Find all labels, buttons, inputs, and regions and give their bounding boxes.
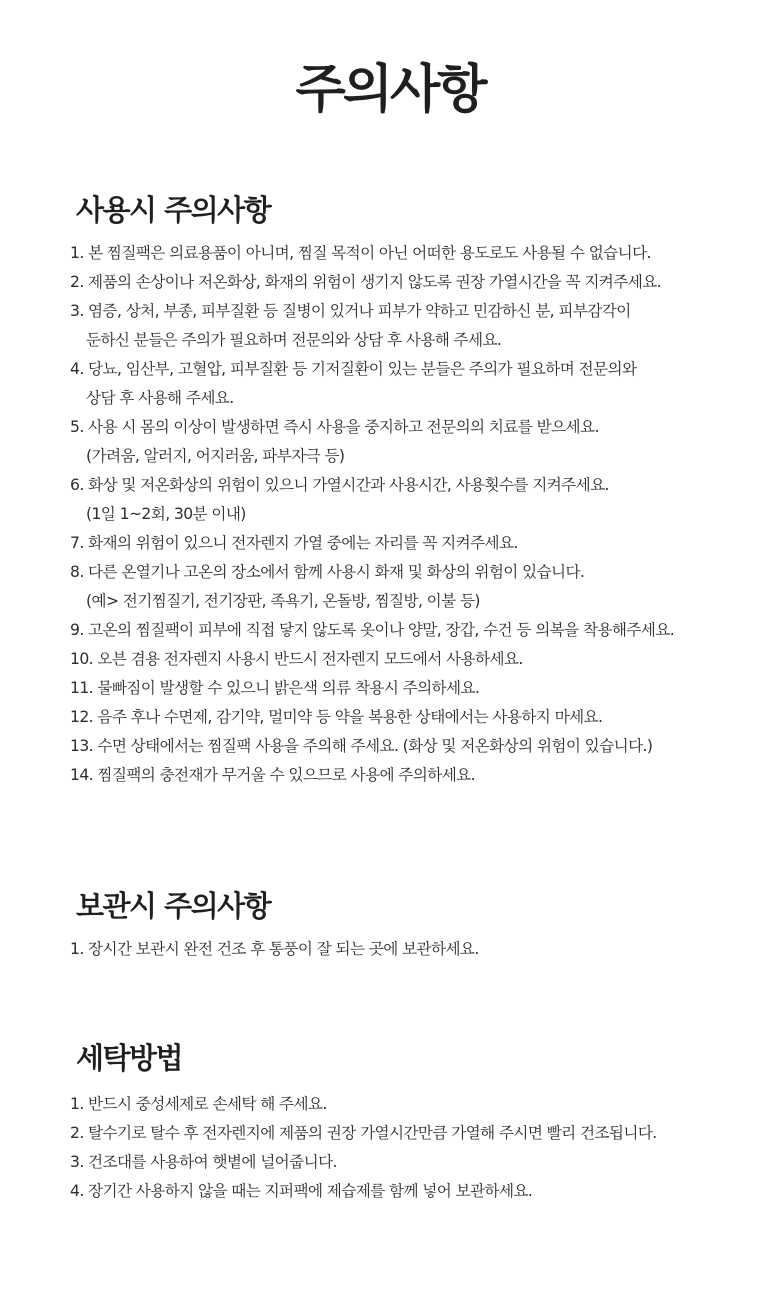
item-text: 제품의 손상이나 저온화상, 화재의 위험이 생기지 않도록 권장 가열시간을 꼭 지켜주세요. [88, 273, 662, 291]
list-item [70, 558, 750, 616]
storage-cautions-list [70, 935, 750, 964]
item-text: 건조대를 사용하여 햇볕에 널어줍니다. [88, 1153, 337, 1171]
item-number: 12. [70, 708, 93, 726]
list-item [70, 1148, 750, 1177]
item-text: 수면 상태에서는 찜질팩 사용을 주의해 주세요. (화상 및 저온화상의 위험이 있습니다.) [97, 737, 653, 755]
list-item [70, 239, 750, 268]
item-number: 1. [70, 940, 84, 958]
item-text: 다른 온열기나 고온의 장소에서 함께 사용시 화재 및 화상의 위험이 있습니다. [88, 563, 585, 581]
item-number: 14. [70, 766, 93, 784]
item-text: 장시간 보관시 완전 건조 후 통풍이 잘 되는 곳에 보관하세요. [88, 940, 479, 958]
item-number: 10. [70, 650, 93, 668]
washing-method-title: 세탁방법 [76, 1041, 183, 1075]
list-item [70, 529, 750, 558]
item-text-continued: (1일 1~2회, 30분 이내) [86, 505, 246, 523]
page-title: 주의사항 [295, 60, 485, 120]
item-text: 화재의 위험이 있으니 전자렌지 가열 중에는 자리를 꼭 지켜주세요. [88, 534, 518, 552]
list-item [70, 1177, 750, 1206]
item-number: 2. [70, 1124, 84, 1142]
storage-cautions-section [70, 886, 750, 964]
list-item [70, 616, 750, 645]
item-text: 고온의 찜질팩이 피부에 직접 닿지 않도록 옷이나 양말, 장갑, 수건 등 의복을 착용해주세요. [88, 621, 675, 639]
item-text: 음주 후나 수면제, 감기약, 멀미약 등 약을 복용한 상태에서는 사용하지 마세요. [97, 708, 603, 726]
item-number: 1. [70, 244, 84, 262]
item-number: 4. [70, 360, 84, 378]
item-text-continued: 둔하신 분들은 주의가 필요하며 전문의와 상담 후 사용해 주세요. [86, 331, 502, 349]
item-number: 8. [70, 563, 84, 581]
item-number: 3. [70, 302, 84, 320]
list-item [70, 674, 750, 703]
item-text-continued: 상담 후 사용해 주세요. [86, 389, 234, 407]
storage-cautions-title: 보관시 주의사항 [76, 889, 271, 923]
item-number: 6. [70, 476, 84, 494]
list-item [70, 355, 750, 413]
item-number: 2. [70, 273, 84, 291]
item-number: 9. [70, 621, 84, 639]
list-item [70, 1090, 750, 1119]
list-item [70, 297, 750, 355]
washing-method-section [70, 1038, 750, 1206]
list-item [70, 1119, 750, 1148]
usage-cautions-list [70, 239, 750, 790]
item-number: 3. [70, 1153, 84, 1171]
list-item [70, 935, 750, 964]
item-text-continued: (가려움, 알러지, 어지러움, 파부자극 등) [86, 447, 345, 465]
item-text-continued: (예> 전기찜질기, 전기장판, 족욕기, 온돌방, 찜질방, 이불 등) [86, 592, 480, 610]
list-item [70, 471, 750, 529]
item-text: 사용 시 몸의 이상이 발생하면 즉시 사용을 중지하고 전문의의 치료를 받으세요. [88, 418, 599, 436]
item-number: 13. [70, 737, 93, 755]
list-item [70, 268, 750, 297]
usage-cautions-title: 사용시 주의사항 [76, 193, 271, 227]
item-text: 오븐 겸용 전자렌지 사용시 반드시 전자렌지 모드에서 사용하세요. [97, 650, 523, 668]
list-item [70, 645, 750, 674]
list-item [70, 761, 750, 790]
item-text: 반드시 중성세제로 손세탁 해 주세요. [88, 1095, 327, 1113]
item-number: 7. [70, 534, 84, 552]
item-number: 1. [70, 1095, 84, 1113]
usage-cautions-section [70, 190, 750, 790]
item-text: 찜질팩의 충전재가 무거울 수 있으므로 사용에 주의하세요. [97, 766, 475, 784]
item-number: 5. [70, 418, 84, 436]
item-number: 4. [70, 1182, 84, 1200]
list-item [70, 703, 750, 732]
item-text: 화상 및 저온화상의 위험이 있으니 가열시간과 사용시간, 사용횟수를 지켜주세요. [88, 476, 609, 494]
item-text: 본 찜질팩은 의료용품이 아니며, 찜질 목적이 아닌 어떠한 용도로도 사용될 수 없습니다. [88, 244, 651, 262]
item-number: 11. [70, 679, 93, 697]
item-text: 탈수기로 탈수 후 전자렌지에 제품의 권장 가열시간만큼 가열해 주시면 빨리 건조됩니다. [88, 1124, 657, 1142]
list-item [70, 732, 750, 761]
item-text: 장기간 사용하지 않을 때는 지퍼팩에 제습제를 함께 넣어 보관하세요. [88, 1182, 533, 1200]
washing-method-list [70, 1090, 750, 1206]
item-text: 당뇨, 임산부, 고혈압, 피부질환 등 기저질환이 있는 분들은 주의가 필요하며 전문의와 [88, 360, 637, 378]
list-item [70, 413, 750, 471]
item-text: 염증, 상처, 부종, 피부질환 등 질병이 있거나 피부가 약하고 민감하신 분, 피부감각이 [88, 302, 631, 320]
item-text: 물빠짐이 발생할 수 있으니 밝은색 의류 착용시 주의하세요. [97, 679, 480, 697]
